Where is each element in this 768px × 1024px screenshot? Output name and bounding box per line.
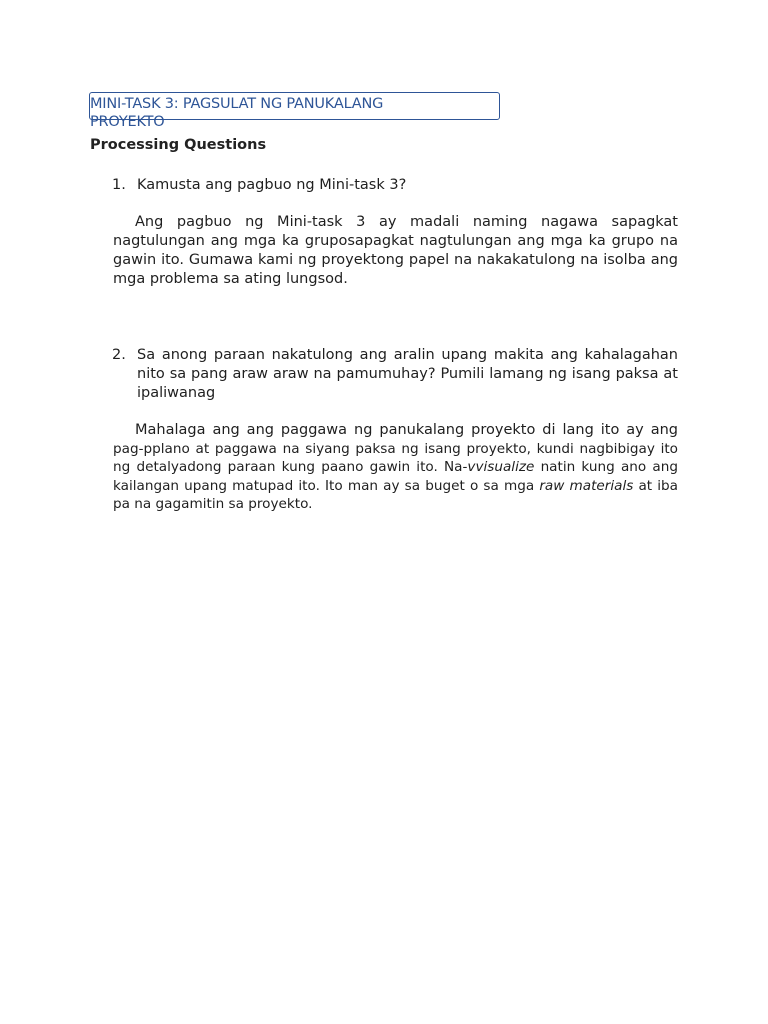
- answer-2-italic-b: raw materials: [539, 477, 634, 494]
- question-1: [112, 176, 678, 195]
- answer-2-italic-a: vvisualize: [467, 459, 535, 475]
- document-title: MINI-TASK 3: PAGSULAT NG PANUKALANG PROYEKTO: [90, 96, 384, 130]
- section-heading: Processing Questions: [90, 137, 267, 153]
- question-2: [112, 346, 678, 403]
- question-text: Sa anong paraan nakatulong ang aralin upang makita ang kahalagahan nito sa pang araw araw na pamumuhay? Pumili lamang ng isang paksa at ipaliwanag: [137, 347, 678, 401]
- answer-2-text-c: at iba pa na gagamitin sa proyekto.: [113, 477, 678, 512]
- answer-1: Ang pagbuo ng Mini-task 3 ay madali naming nagawa sapagkat nagtulungan ang mga ka gruposapagkat nagtulungan ang mga ka grupo na gawin ito. Gumawa kami ng proyektong papel na nakakatulong na isolba ang mga problema sa ating lungsod.: [113, 214, 678, 287]
- question-text: Kamusta ang pagbuo ng Mini-task 3?: [137, 177, 407, 193]
- question-number: 1.: [112, 177, 126, 193]
- answer-2-text-b: natin kung ano ang kailangan upang matupad ito. Ito man ay sa buget o sa mga: [113, 459, 678, 494]
- answer-2-first-line: Mahalaga ang ang paggawa ng panukalang proyekto di lang ito ay ang: [135, 422, 678, 438]
- answer-2: [113, 421, 678, 514]
- answer-2-text-a: pag-pplano at paggawa na siyang paksa ng isang proyekto, kundi nagbibigay ito ng detalyadong paraan kung paano gawin ito. Na-: [113, 440, 678, 475]
- question-number: 2.: [112, 347, 126, 363]
